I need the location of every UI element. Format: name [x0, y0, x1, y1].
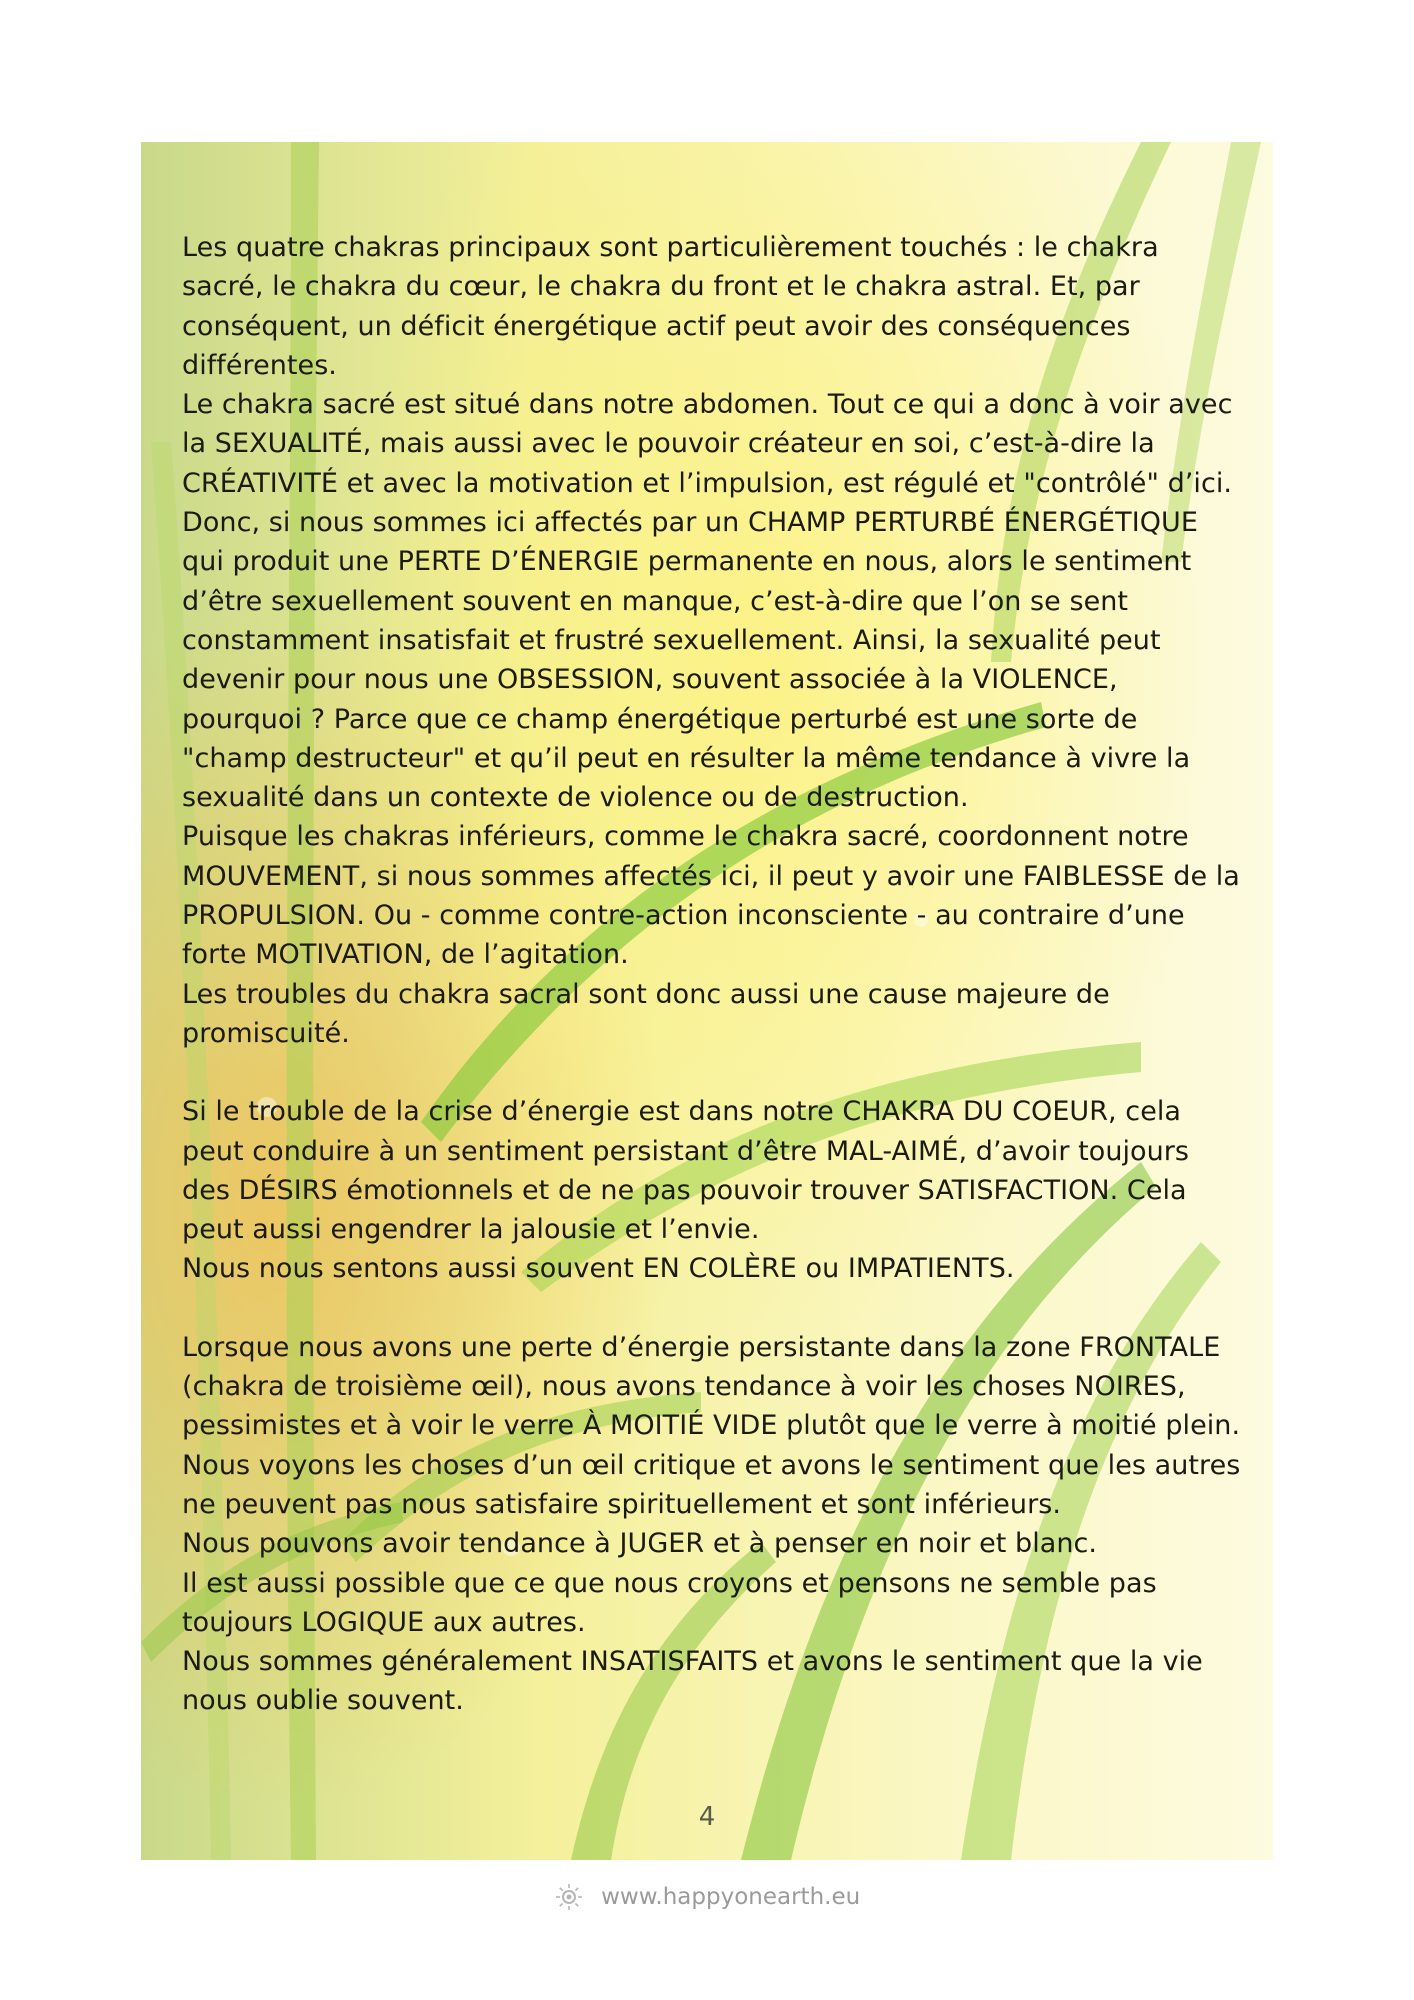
page-number: 4: [698, 1802, 716, 1832]
paragraph: Lorsque nous avons une perte d’énergie persistante dans la zone FRONTALE (chakra de troisième œil), nous avons tendance à voir les choses NOIRES, pessimistes et à voir le verre À MOITIÉ VIDE plutôt que le verre à moitié plein. Nous voyons les choses d’un œil critique et avons le sentiment que les autres ne peuvent pas nous satisfaire spirituellement et sont inférieurs.: [182, 1331, 1241, 1520]
background-panel: [141, 142, 1273, 1860]
paragraph: Il est aussi possible que ce que nous croyons et pensons ne semble pas toujours LOGIQUE aux autres.: [182, 1567, 1157, 1638]
sun-logo-icon: [554, 1882, 584, 1912]
website-link[interactable]: www.happyonearth.eu: [601, 1884, 861, 1910]
paragraph: Si le trouble de la crise d’énergie est dans notre CHAKRA DU COEUR, cela peut conduire à un sentiment persistant d’être MAL-AIMÉ, d’avoir toujours des DÉSIRS émotionnels et de ne pas pouvoir trouver SATISFACTION. Cela peut aussi engendrer la jalousie et l’envie.: [182, 1096, 1190, 1246]
document-body: [182, 228, 1242, 1721]
paragraph: Nous pouvons avoir tendance à JUGER et à penser en noir et blanc.: [182, 1528, 1098, 1560]
paragraph: Nous nous sentons aussi souvent EN COLÈRE ou IMPATIENTS.: [182, 1253, 1015, 1285]
paragraph: Le chakra sacré est situé dans notre abdomen. Tout ce qui a donc à voir avec la SEXUALITÉ, mais aussi avec le pouvoir créateur en soi, c’est-à-dire la CRÉATIVITÉ et avec la motivation et l’impulsion, est régulé et "contrôlé" d’ici. Donc, si nous sommes ici affectés par un CHAMP PERTURBÉ ÉNERGÉTIQUE qui produit une PERTE D’ÉNERGIE permanente en nous, alors le sentiment d’être sexuellement souvent en manque, c’est-à-dire que l’on se sent constamment insatisfait et frustré sexuellement. Ainsi, la sexualité peut devenir pour nous une OBSESSION, souvent associée à la VIOLENCE, pourquoi ? Parce que ce champ énergétique perturbé est une sorte de "champ destructeur" et qu’il peut en résulter la même tendance à vivre la sexualité dans un contexte de violence ou de destruction.: [182, 389, 1233, 814]
footer: [0, 1882, 1414, 1912]
paragraph: Puisque les chakras inférieurs, comme le chakra sacré, coordonnent notre MOUVEMENT, si nous sommes affectés ici, il peut y avoir une FAIBLESSE de la PROPULSION. Ou - comme contre-action inconsciente - au contraire d’une forte MOTIVATION, de l’agitation.: [182, 821, 1240, 971]
paragraph: Nous sommes généralement INSATISFAITS et avons le sentiment que la vie nous oublie souvent.: [182, 1646, 1203, 1717]
paragraph: Les troubles du chakra sacral sont donc aussi une cause majeure de promiscuité.: [182, 978, 1110, 1049]
paragraph: Les quatre chakras principaux sont particulièrement touchés : le chakra sacré, le chakra du cœur, le chakra du front et le chakra astral. Et, par conséquent, un déficit énergétique actif peut avoir des conséquences différentes.: [182, 232, 1159, 381]
